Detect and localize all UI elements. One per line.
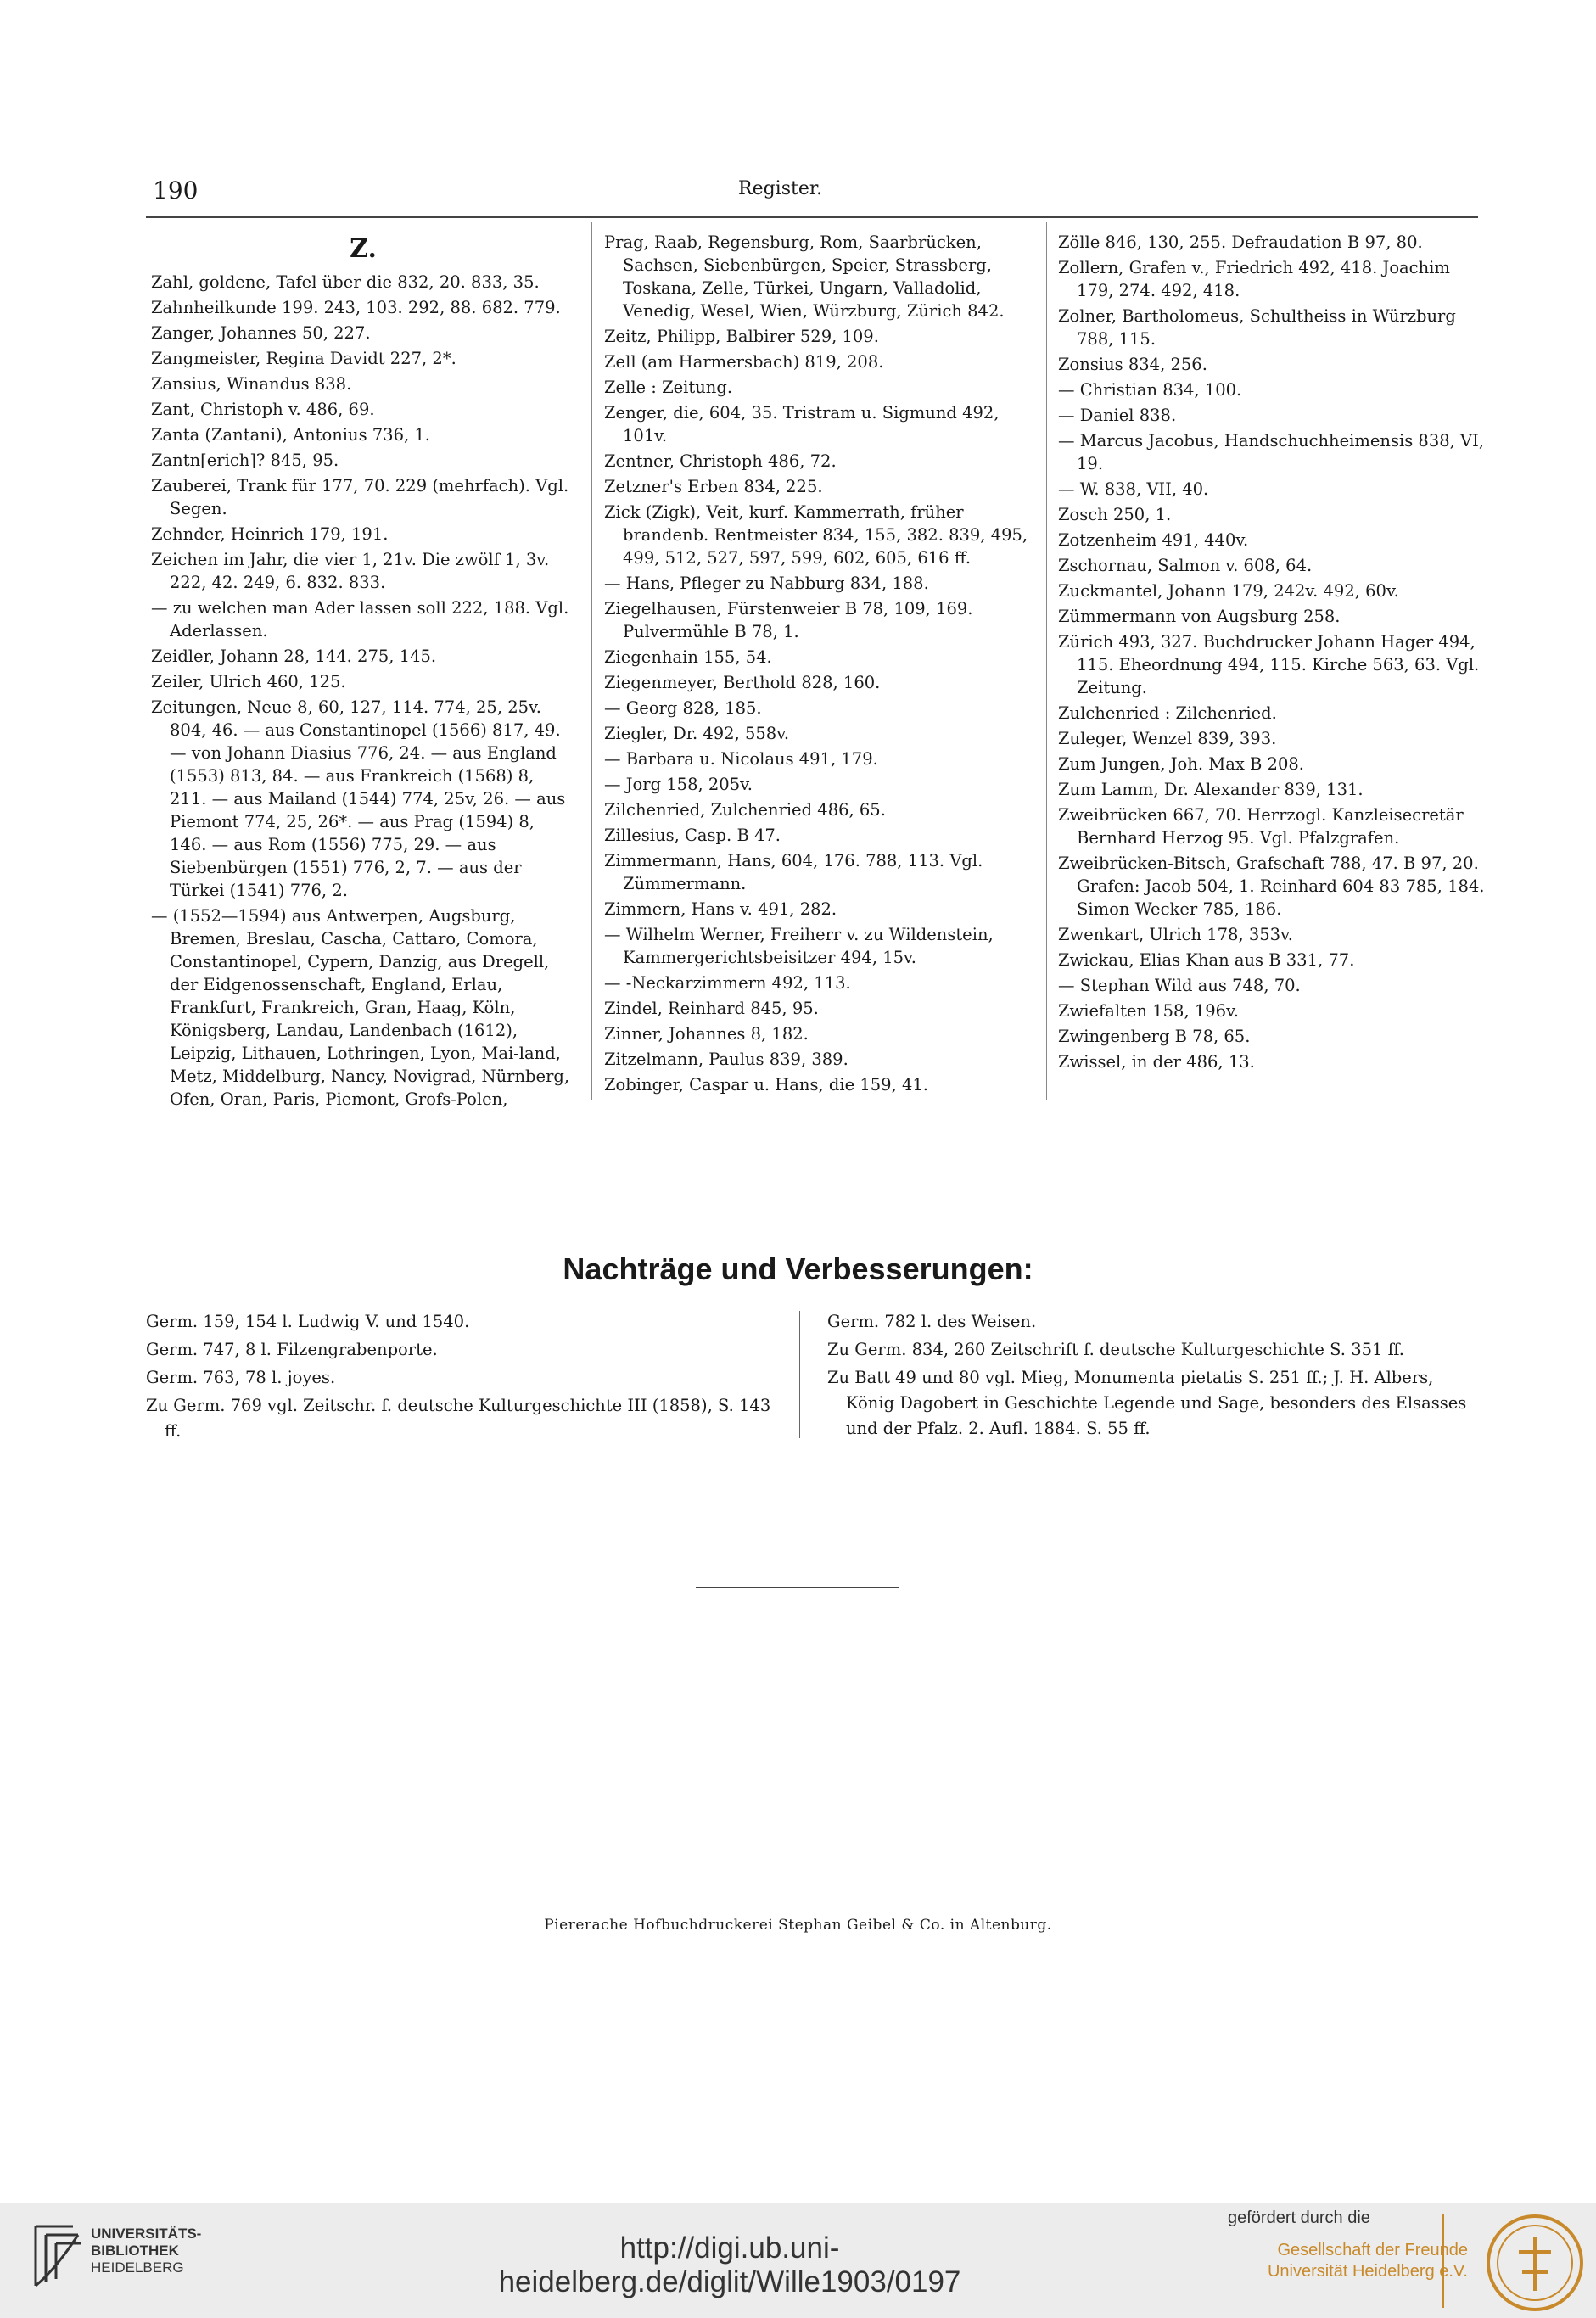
- column-separator: [591, 222, 592, 1100]
- index-entry: Zenger, die, 604, 35. Tristram u. Sigmund 492, 101v.: [604, 403, 1000, 445]
- index-entry: Zell (am Harmersbach) 819, 208.: [604, 352, 884, 372]
- index-entry: — Barbara u. Nicolaus 491, 179.: [604, 749, 878, 769]
- index-entry: Zimmern, Hans v. 491, 282.: [604, 899, 837, 919]
- index-entry: Zulchenried : Zilchenried.: [1058, 703, 1277, 723]
- index-entry: Zansius, Winandus 838.: [151, 374, 352, 394]
- index-entry: Zweibrücken-Bitsch, Grafschaft 788, 47. B 97, 20. Grafen: Jacob 504, 1. Reinhard 604 83 785, 184. Simon Wecker 785, 186.: [1058, 854, 1485, 919]
- index-entry: Zeichen im Jahr, die vier 1, 21v. Die zwölf 1, 3v. 222, 42. 249, 6. 832. 833.: [151, 550, 550, 592]
- index-entry: — Wilhelm Werner, Freiherr v. zu Wildenstein, Kammergerichtsbeisitzer 494, 15v.: [604, 925, 994, 967]
- nachtraege-right: [827, 1309, 1481, 1444]
- library-name: [91, 2226, 201, 2276]
- index-entry: — Hans, Pfleger zu Nabburg 834, 188.: [604, 574, 929, 593]
- running-title: Register.: [738, 178, 822, 199]
- library-line-1: UNIVERSITÄTS-: [91, 2226, 202, 2242]
- end-rule: [696, 1587, 899, 1588]
- index-entry: Zantn[erich]? 845, 95.: [151, 451, 339, 470]
- letter-heading: Z.: [350, 234, 377, 264]
- index-entry: Germ. 159, 154 l. Ludwig V. und 1540.: [146, 1312, 470, 1331]
- nachtraege-left: [146, 1309, 791, 1447]
- index-entry: — Georg 828, 185.: [604, 698, 762, 718]
- index-entry: Zanta (Zantani), Antonius 736, 1.: [151, 425, 430, 445]
- library-line-2: BIBLIOTHEK: [91, 2242, 179, 2259]
- index-entry: Zentner, Christoph 486, 72.: [604, 451, 837, 471]
- index-entry: Zeitungen, Neue 8, 60, 127, 114. 774, 25, 25v. 804, 46. — aus Constantinopel (1566) 817, 49. — von Johann Diasius 776, 24. — aus England (1553) 813, 84. — aus Frankreich (1568) 8, 211. — aus Mailand (1544) 774, 25v, 26. — aus Piemont 774, 25, 26*. — aus Prag (1594) 8, 146. — aus Rom (1556) 775, 29. — aus Siebenbürgen (1551) 776, 2, 7. — aus der Türkei (1541) 776, 2.: [151, 697, 566, 900]
- index-entry: Zu Germ. 834, 260 Zeitschrift f. deutsche Kulturgeschichte S. 351 ff.: [827, 1340, 1404, 1359]
- index-entry: Ziegelhausen, Fürstenweier B 78, 109, 169. Pulvermühle B 78, 1.: [604, 599, 973, 641]
- index-entry: Zwingenberg B 78, 65.: [1058, 1027, 1251, 1046]
- library-line-3: HEIDELBERG: [91, 2259, 184, 2276]
- index-entry: Zangmeister, Regina Davidt 227, 2*.: [151, 349, 456, 368]
- index-entry: — Stephan Wild aus 748, 70.: [1058, 976, 1301, 995]
- index-entry: Zahnheilkunde 199. 243, 103. 292, 88. 682. 779.: [151, 298, 561, 317]
- index-column-2: [604, 231, 1033, 1099]
- index-entry: Zschornau, Salmon v. 608, 64.: [1058, 556, 1313, 575]
- index-entry: Zant, Christoph v. 486, 69.: [151, 400, 375, 419]
- index-entry: — Marcus Jacobus, Handschuchheimensis 838, VI, 19.: [1058, 431, 1485, 473]
- index-entry: — Daniel 838.: [1058, 406, 1177, 425]
- index-entry: Zobinger, Caspar u. Hans, die 159, 41.: [604, 1075, 928, 1095]
- index-entry: — -Neckarzimmern 492, 113.: [604, 973, 851, 993]
- index-entry: Zinner, Johannes 8, 182.: [604, 1024, 809, 1044]
- index-entry: Zwickau, Elias Khan aus B 331, 77.: [1058, 950, 1355, 970]
- index-entry: Zwiefalten 158, 196v.: [1058, 1001, 1239, 1021]
- index-column-3: [1058, 231, 1487, 1076]
- index-entry: Zu Batt 49 und 80 vgl. Mieg, Monumenta pietatis S. 251 ff.; J. H. Albers, König Dagobert in Geschichte Legende und Sage, besonders des Elsasses und der Pfalz. 2. Aufl. 1884. S. 55 ff.: [827, 1368, 1467, 1438]
- header-rule: [146, 216, 1478, 218]
- index-entry: Zölle 846, 130, 255. Defraudation B 97, 80.: [1058, 232, 1423, 252]
- footer-separator: [1442, 2214, 1444, 2308]
- index-entry: Zimmermann, Hans, 604, 176. 788, 113. Vgl. Zümmermann.: [604, 851, 983, 893]
- sponsor-line-2: Universität Heidelberg e.V.: [1267, 2262, 1468, 2281]
- index-entry: Zahl, goldene, Tafel über die 832, 20. 833, 35.: [151, 272, 540, 292]
- index-entry: Ziegenhain 155, 54.: [604, 647, 772, 667]
- index-entry: Zu Germ. 769 vgl. Zeitschr. f. deutsche Kulturgeschichte III (1858), S. 143 ff.: [146, 1396, 771, 1441]
- index-entry: Zitzelmann, Paulus 839, 389.: [604, 1050, 848, 1069]
- index-entry: Germ. 763, 78 l. joyes.: [146, 1368, 336, 1387]
- index-entry: Germ. 782 l. des Weisen.: [827, 1312, 1037, 1331]
- index-entry: — zu welchen man Ader lassen soll 222, 188. Vgl. Aderlassen.: [151, 598, 569, 641]
- index-entry: — W. 838, VII, 40.: [1058, 479, 1209, 499]
- index-entry: Zum Jungen, Joh. Max B 208.: [1058, 754, 1304, 774]
- index-entry: Zick (Zigk), Veit, kurf. Kammerrath, früher brandenb. Rentmeister 834, 155, 382. 839, 495, 499, 512, 527, 597, 599, 602, 605, 616 ff.: [604, 502, 1028, 568]
- nachtraege-title: Nachträge und Verbesserungen:: [563, 1251, 1033, 1286]
- index-entry: Zollern, Grafen v., Friedrich 492, 418. Joachim 179, 274. 492, 418.: [1058, 258, 1450, 300]
- index-entry: Zanger, Johannes 50, 227.: [151, 323, 371, 343]
- index-entry: Prag, Raab, Regensburg, Rom, Saarbrücken, Sachsen, Siebenbürgen, Speier, Strassberg, Toskana, Zelle, Türkei, Ungarn, Valladolid, Venedig, Wesel, Wien, Würzburg, Zürich 842.: [604, 232, 1005, 321]
- index-entry: Zillesius, Casp. B 47.: [604, 826, 781, 845]
- sponsor-line-1: Gesellschaft der Freunde: [1277, 2241, 1468, 2259]
- index-entry: Ziegenmeyer, Berthold 828, 160.: [604, 673, 881, 692]
- index-entry: Zindel, Reinhard 845, 95.: [604, 999, 819, 1018]
- index-entry: — (1552—1594) aus Antwerpen, Augsburg, Bremen, Breslau, Cascha, Cattaro, Comora, Constantinopel, Cypern, Danzig, aus Dregell, der Eidgenossenschaft, England, Erlau, Frankfurt, Frankreich, Gran, Haag, Köln, Königsberg, Landau, Landenbach (1612), Leipzig, Lithauen, Lothringen, Lyon, Mai-land, Metz, Middelburg, Nancy, Novigrad, Nürnberg, Ofen, Oran, Paris, Piemont, Grofs-Polen,: [151, 906, 570, 1109]
- index-entry: Zeiler, Ulrich 460, 125.: [151, 672, 346, 691]
- index-entry: Zeidler, Johann 28, 144. 275, 145.: [151, 647, 437, 666]
- column-separator: [1046, 222, 1047, 1100]
- library-logo-icon: [31, 2218, 83, 2291]
- index-entry: — Christian 834, 100.: [1058, 380, 1242, 400]
- university-seal-icon: [1485, 2213, 1585, 2313]
- index-entry: Zweibrücken 667, 70. Herrzogl. Kanzleisecretär Bernhard Herzog 95. Vgl. Pfalzgrafen.: [1058, 805, 1464, 848]
- index-entry: Zetzner's Erben 834, 225.: [604, 477, 823, 496]
- index-entry: Zümmermann von Augsburg 258.: [1058, 607, 1341, 626]
- index-entry: Zuleger, Wenzel 839, 393.: [1058, 729, 1277, 748]
- page-number: 190: [153, 176, 199, 204]
- index-entry: Zeitz, Philipp, Balbirer 529, 109.: [604, 327, 879, 346]
- index-entry: Germ. 747, 8 l. Filzengrabenporte.: [146, 1340, 438, 1359]
- index-entry: Zwissel, in der 486, 13.: [1058, 1052, 1255, 1072]
- index-entry: Zwenkart, Ulrich 178, 353v.: [1058, 925, 1293, 944]
- index-entry: Zuckmantel, Johann 179, 242v. 492, 60v.: [1058, 581, 1399, 601]
- index-entry: Zosch 250, 1.: [1058, 505, 1172, 524]
- index-column-1: [151, 231, 575, 1113]
- index-entry: — Jorg 158, 205v.: [604, 775, 753, 794]
- index-entry: Zehnder, Heinrich 179, 191.: [151, 524, 389, 544]
- index-entry: Zolner, Bartholomeus, Schultheiss in Würzburg 788, 115.: [1058, 306, 1456, 349]
- sponsor-label: gefördert durch die: [1228, 2209, 1370, 2227]
- index-entry: Zilchenried, Zulchenried 486, 65.: [604, 800, 886, 820]
- index-entry: Zonsius 834, 256.: [1058, 355, 1207, 374]
- index-entry: Zum Lamm, Dr. Alexander 839, 131.: [1058, 780, 1364, 799]
- index-entry: Zauberei, Trank für 177, 70. 229 (mehrfach). Vgl. Segen.: [151, 476, 569, 518]
- nachtraege-separator: [799, 1311, 800, 1438]
- printer-imprint: Piererache Hofbuchdruckerei Stephan Geibel & Co. in Altenburg.: [544, 1917, 1052, 1934]
- sponsor-name: [1222, 2240, 1468, 2282]
- digi-url-link[interactable]: http://digi.ub.uni-heidelberg.de/diglit/Wille1903/0197: [498, 2231, 961, 2298]
- index-entry: Zürich 493, 327. Buchdrucker Johann Hager 494, 115. Eheordnung 494, 115. Kirche 563, 63. Vgl. Zeitung.: [1058, 632, 1480, 697]
- index-entry: Ziegler, Dr. 492, 558v.: [604, 724, 790, 743]
- index-entry: Zelle : Zeitung.: [604, 378, 733, 397]
- index-entry: Zotzenheim 491, 440v.: [1058, 530, 1249, 550]
